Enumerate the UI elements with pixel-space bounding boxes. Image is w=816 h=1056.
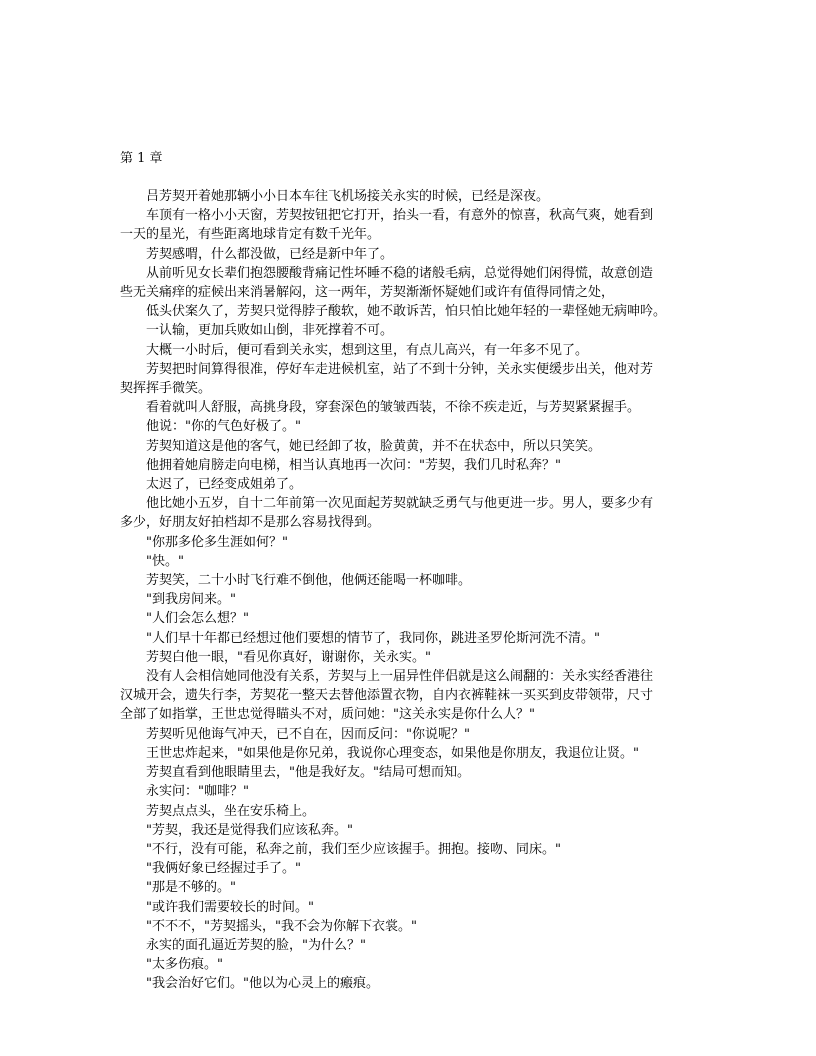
paragraph (120, 494, 700, 532)
paragraph (120, 590, 700, 609)
paragraph (120, 264, 700, 302)
paragraph-line: 汉城开会，遗失行李，芳契花一整天去替他添置衣物，自内衣裤鞋袜一买买到皮带领带，尺寸 (120, 688, 654, 704)
paragraph-line: 芳契笑，二十小时飞行难不倒他，他俩还能喝一杯咖啡。 (146, 573, 472, 589)
paragraph-line: 王世忠炸起来，"如果他是你兄弟，我说你心理变态，如果他是你朋友，我退位让贤。" (146, 745, 639, 761)
paragraph-line: 一认输，更加兵败如山倒，非死撑着不可。 (146, 323, 394, 339)
paragraph-line: 全部了如指掌，王世忠觉得瞄头不对，质问她："这关永实是你什么人？" (120, 707, 535, 723)
paragraph-line: 永实的面孔逼近芳契的脸，"为什么？" (146, 937, 366, 953)
paragraph (120, 974, 700, 993)
paragraph-line: "芳契，我还是觉得我们应该私奔。" (146, 822, 353, 838)
paragraph-line: 他说："你的气色好极了。" (146, 419, 301, 435)
paragraph-line: 芳契白他一眼，"看见你真好，谢谢你，关永实。" (146, 649, 431, 665)
paragraph-line: 看着就叫人舒服，高挑身段，穿套深色的皱皱西装，不徐不疾走近，与芳契紧紧握手。 (146, 400, 641, 416)
paragraph (120, 206, 700, 244)
paragraph (120, 744, 700, 763)
paragraph (120, 725, 700, 744)
paragraph (120, 629, 700, 648)
paragraph-line: 一天的星光，有些距离地球肯定有数千光年。 (120, 227, 381, 243)
paragraph (120, 648, 700, 667)
paragraph (120, 187, 700, 206)
paragraph (120, 552, 700, 571)
paragraph-line: 太迟了，已经变成姐弟了。 (146, 477, 303, 493)
paragraph-line: "不不不，"芳契摇头，"我不会为你解下衣裳。" (146, 918, 417, 934)
paragraph (120, 245, 700, 264)
paragraph-line: "或许我们需要较长的时间。" (146, 899, 314, 915)
paragraph (120, 417, 700, 436)
paragraph-line: 芳契感喟，什么都没做，已经是新中年了。 (146, 246, 394, 262)
paragraph (120, 437, 700, 456)
paragraph (120, 571, 700, 590)
paragraph-line: "我俩好象已经握过手了。" (146, 861, 301, 877)
paragraph-line: "人们会怎么想？" (146, 611, 249, 627)
paragraph (120, 609, 700, 628)
paragraph (120, 398, 700, 417)
paragraph-line: 吕芳契开着她那辆小小日本车往飞机场接关永实的时候，已经是深夜。 (146, 189, 550, 204)
paragraph-line: "到我房间来。" (146, 592, 236, 608)
paragraph (120, 859, 700, 878)
paragraph (120, 302, 700, 321)
paragraph (120, 360, 700, 398)
chapter-title: 第 1 章 (120, 151, 163, 166)
paragraph-line: "我会治好它们。"他以为心灵上的瘢痕。 (146, 976, 379, 992)
paragraph (120, 341, 700, 360)
paragraph-line: 低头伏案久了，芳契只觉得脖子酸软，她不敢诉苦，怕只怕比她年轻的一辈怪她无病呻吟。 (146, 304, 667, 320)
paragraph-line: "人们早十年都已经想过他们要想的情节了，我同你，跳进圣罗伦斯河洗不清。" (146, 630, 600, 646)
paragraph (120, 878, 700, 897)
paragraph-line: "那是不够的。" (146, 880, 236, 896)
paragraph (120, 802, 700, 821)
paragraph-line: "快。" (146, 553, 184, 569)
paragraph (120, 763, 700, 782)
paragraph-line: 他拥着她肩膀走向电梯，相当认真地再一次问："芳契，我们几时私奔？" (146, 457, 561, 473)
paragraph-line: "太多伤痕。" (146, 957, 223, 973)
paragraph (120, 840, 700, 859)
chapter-body (120, 187, 700, 994)
paragraph (120, 667, 700, 725)
paragraph (120, 898, 700, 917)
paragraph-line: 些无关痛痒的症候出来消暑解闷，这一两年，芳契渐渐怀疑她们或许有值得同情之处， (120, 285, 615, 301)
paragraph (120, 821, 700, 840)
paragraph-line: 芳契把时间算得很准，停好车走进候机室，站了不到十分钟，关永实便缓步出关，他对芳 (146, 361, 654, 377)
paragraph-line: 芳契知道这是他的客气，她已经卸了妆，脸黄黄，并不在状态中，所以只笑笑。 (146, 438, 602, 454)
paragraph-line: 从前听见女长辈们抱怨腰酸背痛记性坏睡不稳的诸般毛病，总觉得她们闲得慌，故意创造 (146, 265, 654, 281)
paragraph (120, 936, 700, 955)
paragraph-line: 芳契听见他诲气冲天，已不自在，因而反问："你说呢？" (146, 726, 470, 742)
paragraph-line: "不行，没有可能，私奔之前，我们至少应该握手。拥抱。接吻、同床。" (146, 841, 561, 857)
paragraph (120, 955, 700, 974)
paragraph-line: 芳契点点头，坐在安乐椅上。 (146, 803, 316, 819)
paragraph-line: 永实问："咖啡？" (146, 784, 249, 800)
paragraph-line: 没有人会相信她同他没有关系，芳契与上一届异性伴侣就是这么闹翻的：关永实经香港往 (146, 669, 654, 685)
paragraph (120, 475, 700, 494)
paragraph (120, 782, 700, 801)
paragraph-line: 大概一小时后，便可看到关永实，想到这里，有点儿高兴，有一年多不见了。 (146, 342, 589, 358)
paragraph (120, 917, 700, 936)
paragraph-line: 车顶有一格小小天窗，芳契按钮把它打开，抬头一看，有意外的惊喜，秋高气爽，她看到 (146, 208, 654, 224)
paragraph-line: 多少，好朋友好拍档却不是那么容易找得到。 (120, 515, 381, 531)
paragraph (120, 533, 700, 552)
paragraph-line: 芳契直看到他眼睛里去，"他是我好友。"结局可想而知。 (146, 765, 470, 781)
paragraph-line: "你那多伦多生涯如何？" (146, 534, 288, 550)
paragraph (120, 456, 700, 475)
paragraph-line: 他比她小五岁，自十二年前第一次见面起芳契就缺乏勇气与他更进一步。男人，要多少有 (146, 496, 654, 512)
paragraph-line: 契挥挥手微笑。 (120, 381, 212, 397)
paragraph (120, 321, 700, 340)
